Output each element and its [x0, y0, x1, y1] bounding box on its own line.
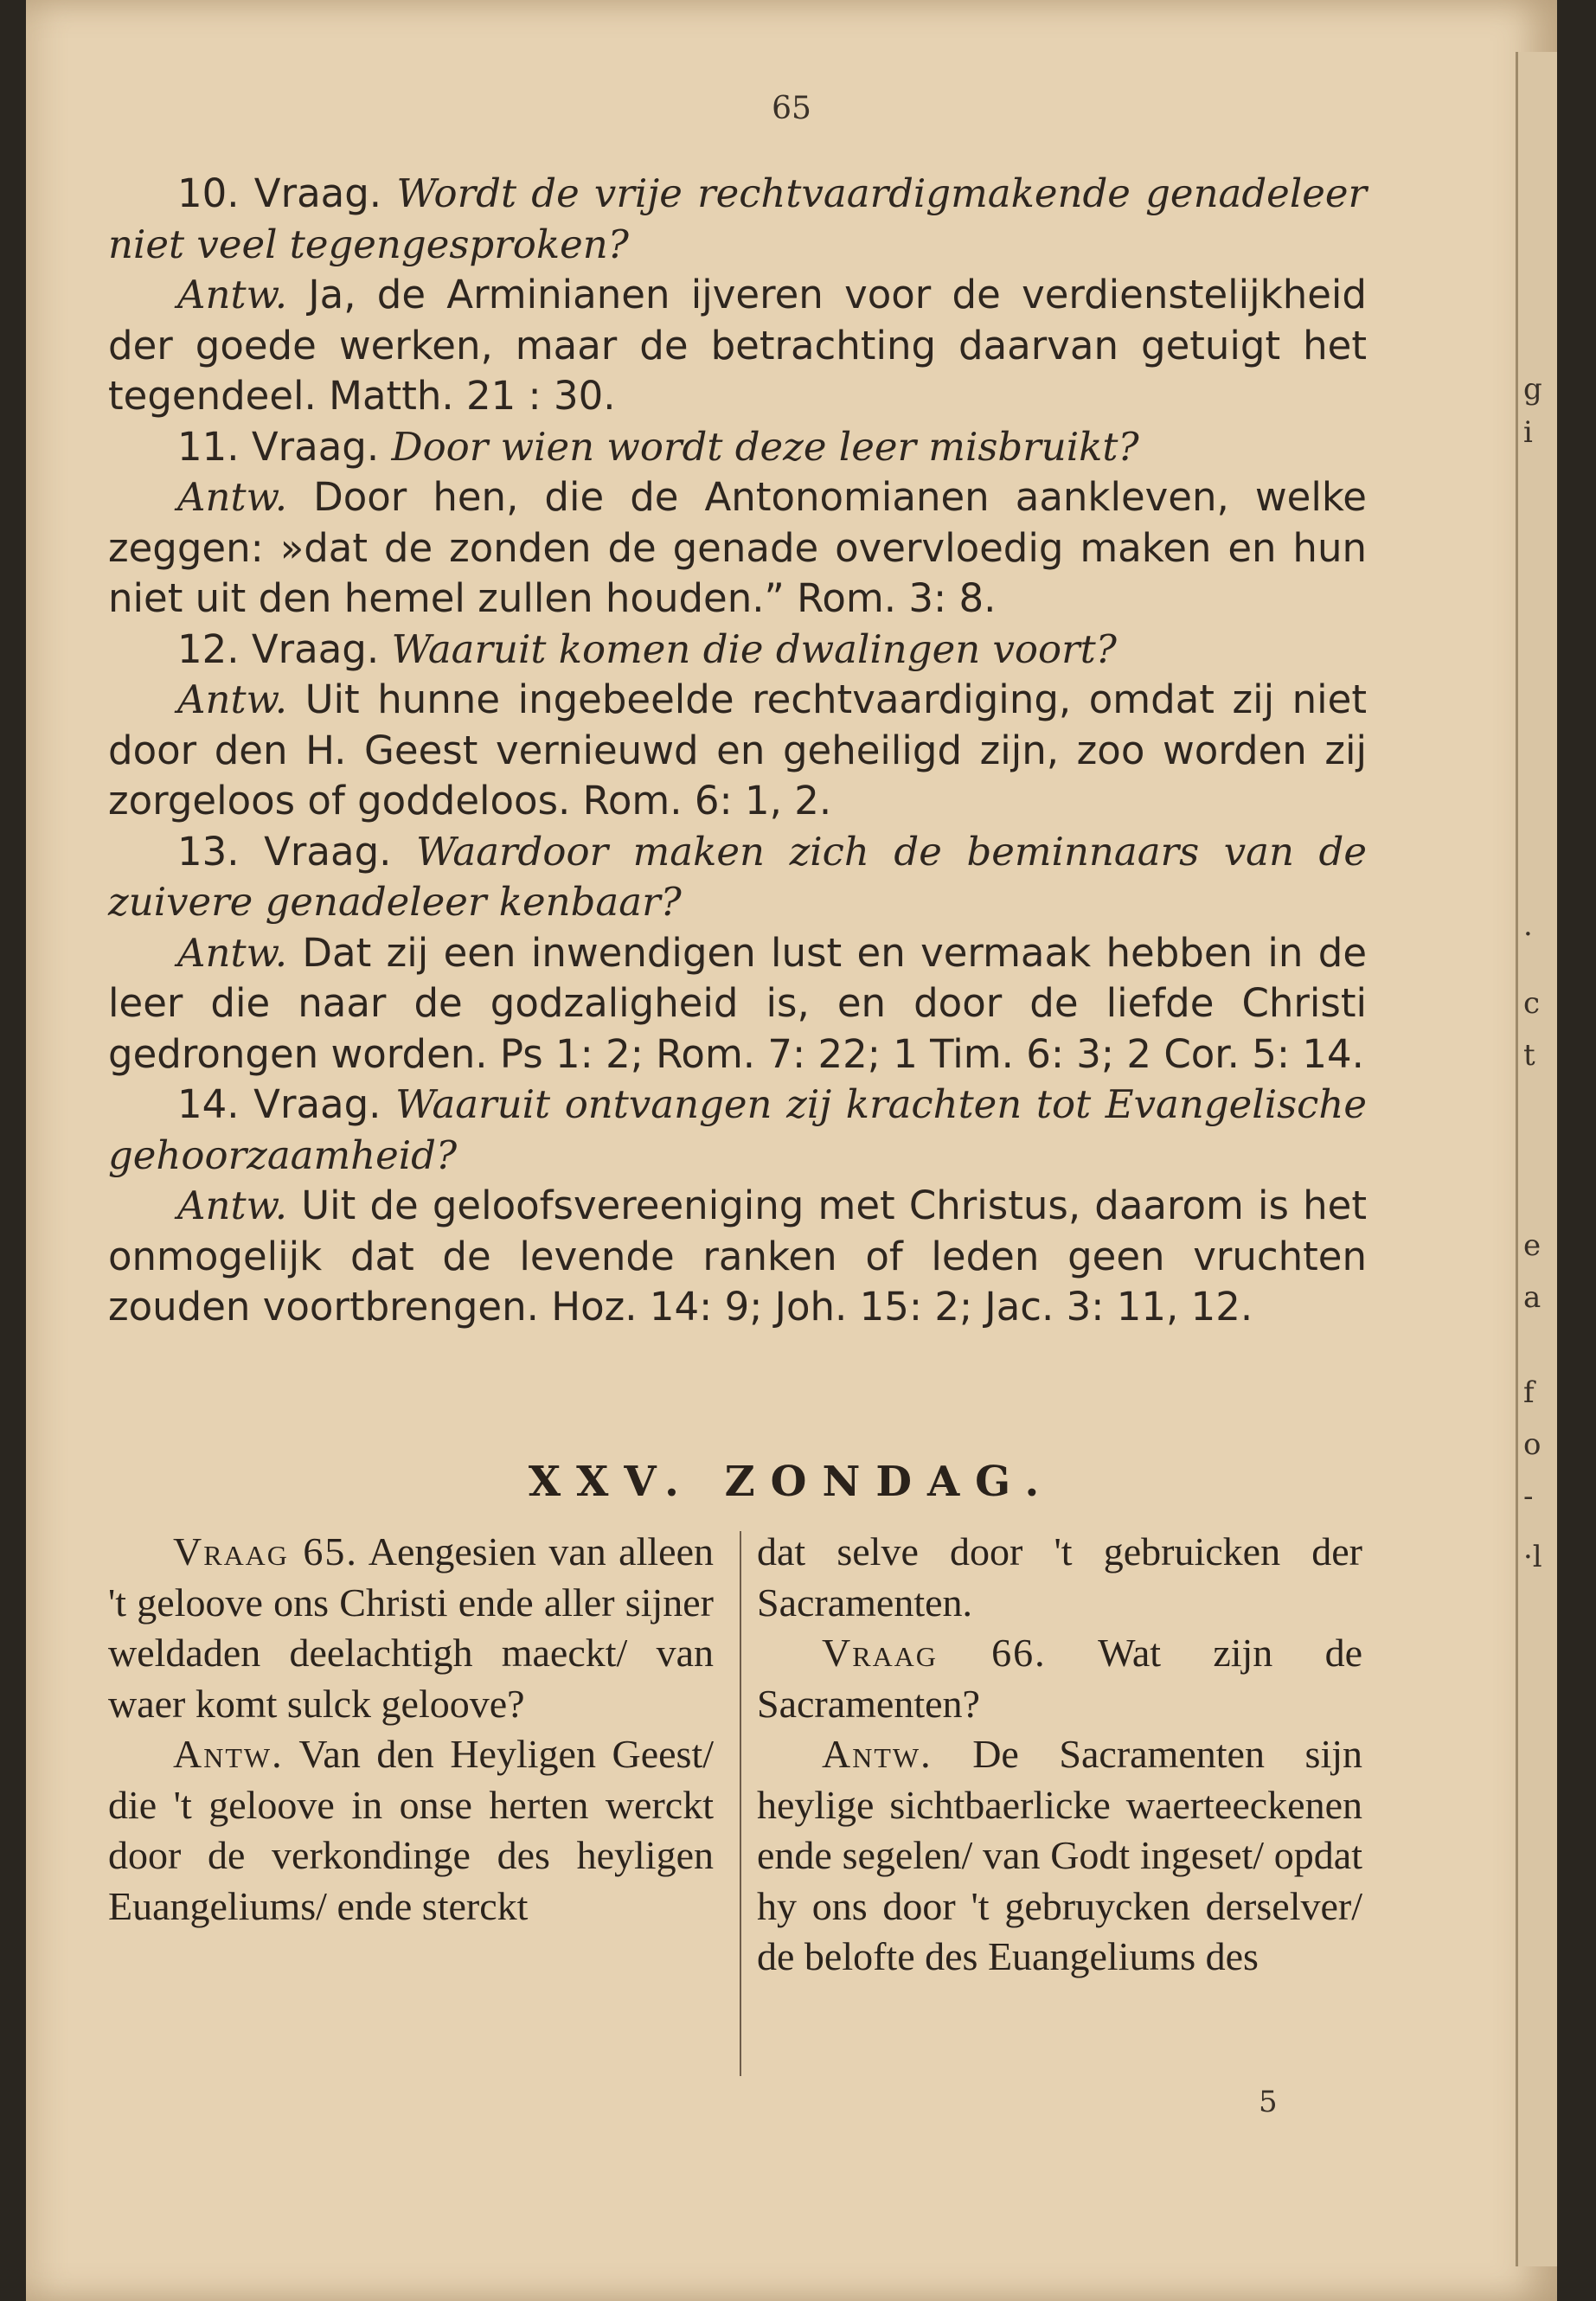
answer-14 [108, 1181, 1367, 1333]
question-number: 13. Vraag. [177, 828, 392, 875]
answer-label: Antw. [177, 272, 288, 317]
edge-letter: i [1523, 415, 1533, 450]
answer-label: Antw. [173, 1732, 284, 1776]
answer-text: Uit de geloofsvereeniging met Christus, daarom is het onmogelijk dat de levende ranken of leden geen vruchten zouden voortbrengen. Hoz. 14: 9; Joh. 15: 2; Jac. 3: 11, 12. [108, 1183, 1367, 1330]
answer-label: Antw. [177, 474, 288, 520]
edge-letter: t [1523, 1038, 1535, 1073]
question-14 [108, 1080, 1367, 1181]
edge-letter: a [1523, 1280, 1542, 1315]
question-65 [108, 1527, 714, 1729]
answer-65 [108, 1729, 714, 1932]
answer-text: Van den Heyligen Geest/ die 't geloove in onse herten werckt door de verkondinge des heyligen Euangeliums/ ende sterckt [108, 1732, 715, 1928]
answer-label: Antw. [822, 1732, 933, 1776]
question-text: Waardoor maken zich de beminnaars van de zuivere genadeleer kenbaar? [108, 828, 1367, 925]
question-text: Aengesien van alleen 't geloove ons Christi ende aller sijner weldaden deelachtigh maeckt/ van waer komt sulck geloove? [108, 1529, 714, 1726]
answer-text: Dat zij een inwendigen lust en vermaak hebben in de leer die naar de godzaligheid is, en door de liefde Christi gedrongen worden. Ps 1: 2; Rom. 7: 22; 1 Tim. 6: 3; 2 Cor. 5: 14. [108, 929, 1368, 1077]
answer-label: Antw. [177, 929, 288, 976]
continued-text: dat selve door 't gebruicken der Sacramenten. [757, 1529, 1362, 1625]
question-text: Wordt de vrije rechtvaardigmakende genadeleer niet veel tegengesproken? [108, 170, 1367, 267]
qa-text-block [108, 169, 1367, 1333]
answer-11 [108, 472, 1367, 625]
edge-letter: - [1523, 1479, 1534, 1514]
question-13 [108, 827, 1367, 928]
answer-text: Ja, de Arminianen ijveren voor de verdienstelijkheid der goede werken, maar de betrachting daarvan getuigt het tegendeel. Matth. 21 : 30. [108, 272, 1367, 419]
question-66 [757, 1628, 1362, 1729]
answer-12 [108, 675, 1367, 827]
book-page [26, 0, 1557, 2301]
question-text: Door wien wordt deze leer misbruikt? [391, 423, 1139, 470]
left-column [108, 1527, 714, 1932]
answer-text: Door hen, die de Antonomianen aankleven, welke zeggen: »dat de zonden de genade overvloedig maken en hun niet uit den hemel zullen houden.” Rom. 3: 8. [108, 474, 1367, 621]
answer-10 [108, 270, 1367, 422]
question-number: 10. Vraag. [177, 170, 382, 216]
edge-letter: g [1523, 372, 1542, 407]
answer-66 [757, 1729, 1362, 1983]
question-11 [108, 422, 1367, 473]
edge-letter: c [1523, 986, 1541, 1021]
signature-mark: 5 [1259, 2085, 1278, 2119]
right-column [757, 1527, 1362, 1983]
question-text: Waaruit komen die dwalingen voort? [391, 625, 1117, 672]
section-heading: XXV. ZONDAG. [528, 1458, 1055, 1506]
answer-label: Antw. [177, 1183, 288, 1228]
edge-letter: o [1523, 1427, 1542, 1462]
edge-letter: e [1523, 1228, 1542, 1263]
answer-text: De Sacramenten sijn heylige sichtbaerlicke waerteeckenen ende segelen/ van Godt ingeset/ opdat hy ons door 't gebruycken derselver/ de belofte des Euangeliums des [757, 1732, 1362, 1978]
question-label: Vraag 66. [822, 1631, 1047, 1675]
question-10 [108, 169, 1367, 270]
question-text: Waaruit ontvangen zij krachten tot Evangelische gehoorzaamheid? [108, 1081, 1367, 1178]
answer-13 [108, 928, 1367, 1080]
answer-text: Uit hunne ingebeelde rechtvaardiging, omdat zij niet door den H. Geest vernieuwd en geheiligd zijn, zoo worden zij zorgeloos of goddeloos. Rom. 6: 1, 2. [108, 676, 1367, 824]
answer-label: Antw. [177, 676, 288, 722]
question-number: 14. Vraag. [177, 1081, 381, 1127]
question-text: Wat zijn de Sacramenten? [757, 1631, 1362, 1726]
edge-letter: f [1523, 1375, 1535, 1410]
question-number: 12. Vraag. [177, 625, 380, 672]
edge-letter: ·l [1523, 1540, 1542, 1574]
question-number: 11. Vraag. [177, 423, 380, 470]
page-number: 65 [772, 91, 811, 126]
edge-letter: · [1523, 917, 1533, 952]
column-divider [740, 1531, 741, 2076]
next-page-edge [1516, 52, 1557, 2266]
question-label: Vraag 65. [173, 1529, 358, 1574]
question-12 [108, 625, 1367, 676]
